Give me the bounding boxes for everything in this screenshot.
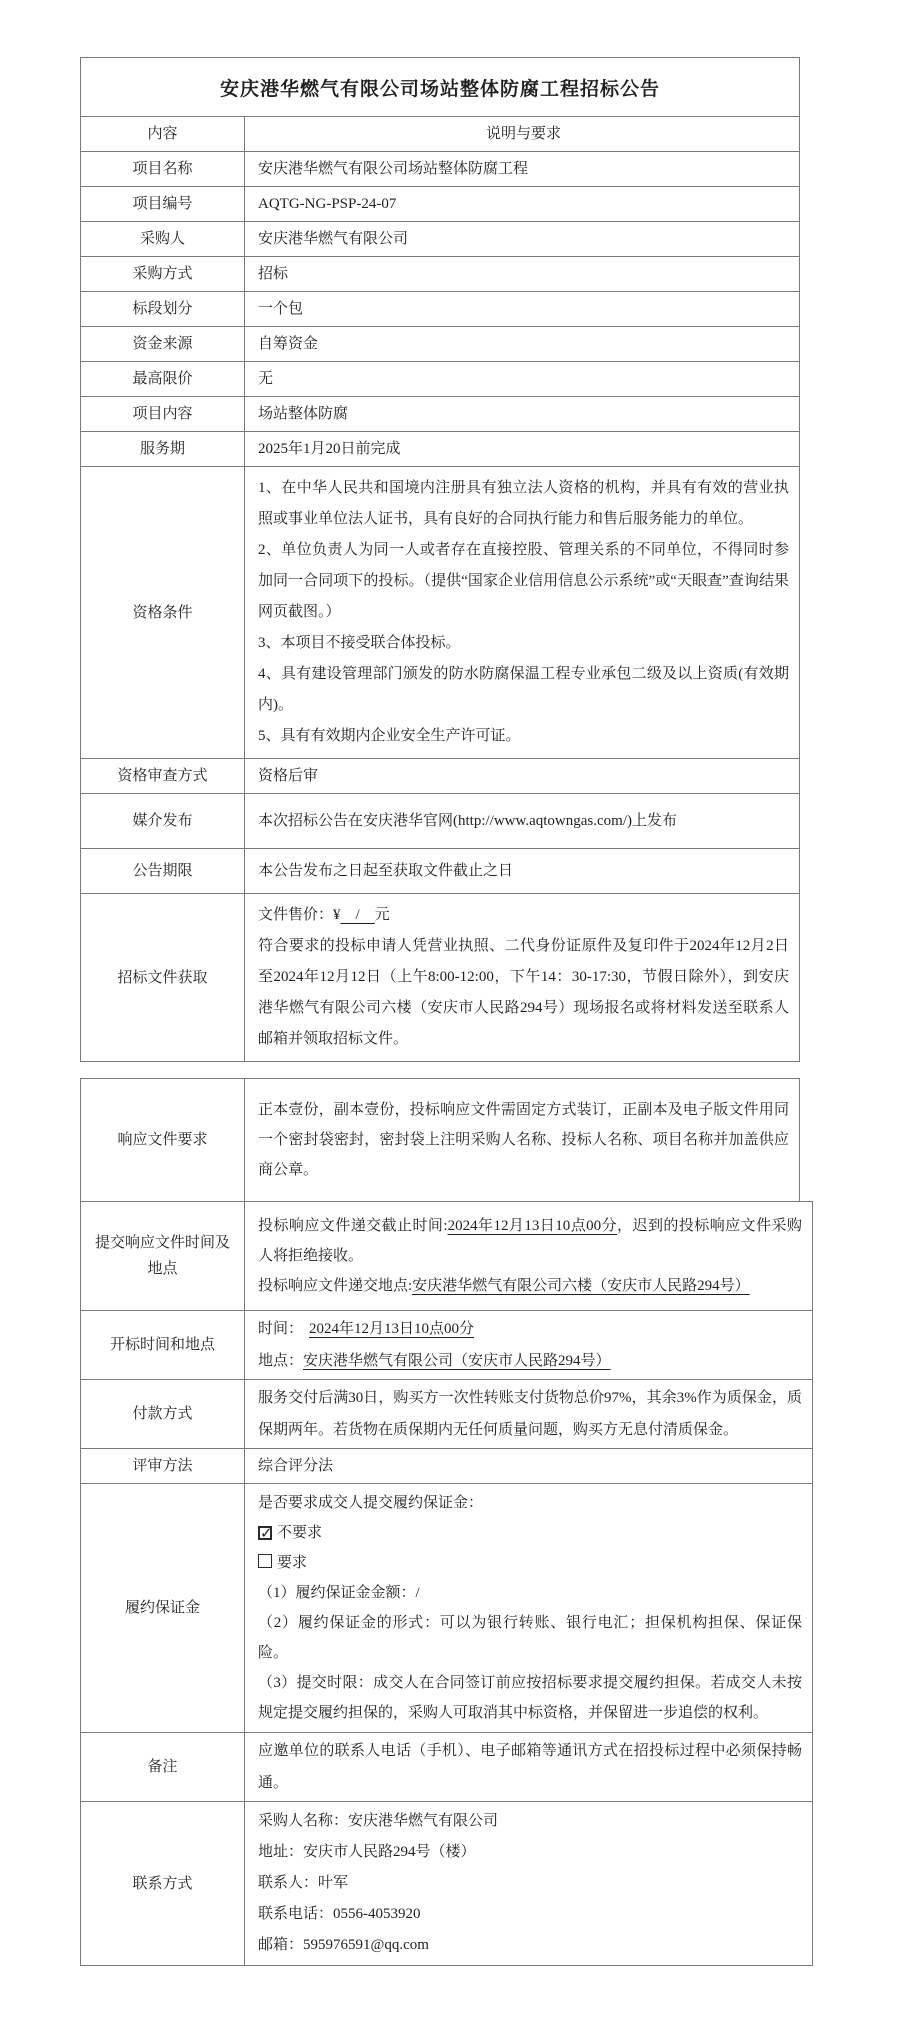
bond-intro-line: 是否要求成交人提交履约保证金： <box>258 1495 484 1511</box>
row-payment-method <box>81 1379 812 1448</box>
row-label: 项目编号 <box>81 187 245 221</box>
row-value: 一个包 <box>258 301 304 317</box>
row-contact-information <box>81 1801 812 1965</box>
row-label: 履约保证金 <box>81 1484 245 1732</box>
qualification-item: 3、本项目不接受联合体投标。 <box>258 635 461 651</box>
row-label: 招标文件获取 <box>81 894 245 1061</box>
row-label: 资格审查方式 <box>81 759 245 793</box>
table-header-row <box>81 116 799 151</box>
submission-place-value: 安庆港华燃气有限公司六楼（安庆市人民路294号） <box>412 1278 750 1294</box>
row-label: 项目名称 <box>81 152 245 186</box>
tender-table-secondary-top <box>80 1078 800 1201</box>
row-bid-opening <box>81 1310 812 1379</box>
opening-place-value: 安庆港华燃气有限公司（安庆市人民路294号） <box>303 1353 611 1369</box>
row-value: 本公告发布之日起至获取文件截止之日 <box>258 863 514 879</box>
row-qualification-conditions <box>81 466 799 758</box>
row-project-number <box>81 186 799 221</box>
submission-deadline-value: 2024年12月13日10点00分 <box>447 1218 618 1234</box>
bond-item: （1）履约保证金金额：/ <box>258 1585 420 1601</box>
page-title: 安庆港华燃气有限公司场站整体防腐工程招标公告 <box>219 78 660 100</box>
row-procurement-method <box>81 256 799 291</box>
submission-place-line: 投标响应文件递交地点:安庆港华燃气有限公司六楼（安庆市人民路294号） <box>258 1278 750 1294</box>
row-value: 正本壹份，副本壹份，投标响应文件需固定方式装订，正副本及电子版文件用同一个密封袋密封，密封袋上注明采购人名称、投标人名称、项目名称并加盖供应商公章。 <box>258 1102 789 1178</box>
row-value <box>245 1484 812 1732</box>
row-label: 服务期 <box>81 432 245 466</box>
qualification-item: 4、具有建设管理部门颁发的防水防腐保温工程专业承包二级及以上资质(有效期内)。 <box>258 666 789 713</box>
contact-address-line: 地址：安庆市人民路294号（楼） <box>258 1844 476 1860</box>
row-label: 开标时间和地点 <box>81 1311 245 1379</box>
row-document-acquisition <box>81 893 799 1061</box>
row-submission-time-place <box>81 1202 812 1310</box>
row-value: 资格后审 <box>258 768 319 784</box>
row-value <box>245 1311 812 1379</box>
row-service-period <box>81 431 799 466</box>
row-label: 响应文件要求 <box>81 1079 245 1201</box>
bond-option-not-required: ✓ 不要求 <box>260 1524 323 1542</box>
row-value: 服务交付后满30日，购买方一次性转账支付货物总价97%，其余3%作为质保金，质保期两年。若货物在质保期内无任何质量问题，购买方无息付清质保金。 <box>258 1390 802 1438</box>
row-project-content <box>81 396 799 431</box>
row-value: 场站整体防腐 <box>258 406 349 422</box>
row-price-ceiling <box>81 361 799 396</box>
row-value: 安庆港华燃气有限公司 <box>258 231 409 247</box>
tender-table-main <box>80 57 800 1062</box>
row-label: 资格条件 <box>81 467 245 758</box>
tender-table-secondary <box>80 1201 813 1966</box>
document-price-line: 文件售价：¥ / 元 <box>258 907 390 923</box>
row-value: 应邀单位的联系人电话（手机）、电子邮箱等通讯方式在招投标过程中必须保持畅通。 <box>258 1743 802 1791</box>
checked-checkbox-icon: ✓ <box>260 1524 273 1542</box>
header-content-label: 内容 <box>81 117 245 151</box>
row-value <box>245 1202 812 1310</box>
row-label: 资金来源 <box>81 327 245 361</box>
row-label: 媒介发布 <box>81 794 245 848</box>
opening-time-line: 时间： 2024年12月13日10点00分 <box>258 1313 802 1345</box>
unchecked-checkbox-icon <box>258 1554 272 1568</box>
row-label: 最高限价 <box>81 362 245 396</box>
bond-item: （3）提交时限：成交人在合同签订前应按招标要求提交履约担保。若成交人未按规定提交履约担保的，采购人可取消其中标资格，并保留进一步追偿的权利。 <box>258 1675 802 1721</box>
row-label: 公告期限 <box>81 849 245 893</box>
contact-person-line: 联系人：叶军 <box>258 1875 349 1891</box>
row-evaluation-method <box>81 1448 812 1483</box>
row-media-publication <box>81 793 799 848</box>
document-acquisition-text: 符合要求的投标申请人凭营业执照、二代身份证原件及复印件于2024年12月2日至2024年12月12日（上午8:00-12:00，下午14：30-17:30，节假日除外），到安庆港华燃气有限公司六楼（安庆市人民路294号）现场报名或将材料发送至联系人邮箱并领取招标文件。 <box>258 938 789 1047</box>
row-label: 备注 <box>81 1733 245 1801</box>
row-label: 标段划分 <box>81 292 245 326</box>
opening-time-value: 2024年12月13日10点00分 <box>309 1321 475 1337</box>
row-response-document-requirements <box>81 1079 799 1201</box>
row-value: 无 <box>258 371 274 387</box>
title-row <box>81 58 799 116</box>
row-value: AQTG-NG-PSP-24-07 <box>258 196 397 212</box>
row-label: 付款方式 <box>81 1380 245 1448</box>
row-value: 安庆港华燃气有限公司场站整体防腐工程 <box>258 161 529 177</box>
row-remarks <box>81 1732 812 1801</box>
qualification-item: 1、在中华人民共和国境内注册具有独立法人资格的机构，并具有有效的营业执照或事业单位法人证书，具有良好的合同执行能力和售后服务能力的单位。 <box>258 480 789 527</box>
row-lot-division <box>81 291 799 326</box>
row-funding-source <box>81 326 799 361</box>
row-label: 提交响应文件时间及地点 <box>81 1202 245 1310</box>
row-value: 招标 <box>258 266 289 282</box>
row-value: 自筹资金 <box>258 336 319 352</box>
submission-deadline-line: 投标响应文件递交截止时间:2024年12月13日10点00分，迟到的投标响应文件采购人将拒绝接收。 <box>258 1218 802 1264</box>
contact-email-line: 邮箱：595976591@qq.com <box>258 1937 429 1953</box>
qualification-item: 5、具有有效期内企业安全生产许可证。 <box>258 728 521 744</box>
bond-option-required: 要求 <box>258 1548 802 1578</box>
opening-place-line: 地点：安庆港华燃气有限公司（安庆市人民路294号） <box>258 1353 611 1369</box>
row-label: 联系方式 <box>81 1802 245 1965</box>
qualification-item: 2、单位负责人为同一人或者存在直接控股、管理关系的不同单位，不得同时参加同一合同项下的投标。（提供“国家企业信用信息公示系统”或“天眼查”查询结果网页截图。） <box>258 542 789 620</box>
row-label: 采购方式 <box>81 257 245 291</box>
row-value <box>245 1802 812 1965</box>
row-value <box>245 894 799 1061</box>
header-description-label: 说明与要求 <box>485 126 561 142</box>
row-label: 评审方法 <box>81 1449 245 1483</box>
row-purchaser <box>81 221 799 256</box>
row-value: 2025年1月20日前完成 <box>258 441 401 457</box>
row-announcement-period <box>81 848 799 893</box>
row-label: 采购人 <box>81 222 245 256</box>
row-value <box>245 467 799 758</box>
row-value: 本次招标公告在安庆港华官网(http://www.aqtowngas.com/)上发布 <box>258 813 677 829</box>
row-project-name <box>81 151 799 186</box>
contact-phone-line: 联系电话：0556-4053920 <box>258 1906 421 1922</box>
contact-purchaser-line: 采购人名称：安庆港华燃气有限公司 <box>258 1813 499 1829</box>
price-blank-field: / <box>340 907 375 923</box>
row-performance-bond <box>81 1483 812 1732</box>
row-qualification-review <box>81 758 799 793</box>
row-label: 项目内容 <box>81 397 245 431</box>
row-value: 综合评分法 <box>258 1458 334 1474</box>
bond-item: （2）履约保证金的形式：可以为银行转账、银行电汇；担保机构担保、保证保险。 <box>258 1615 802 1661</box>
